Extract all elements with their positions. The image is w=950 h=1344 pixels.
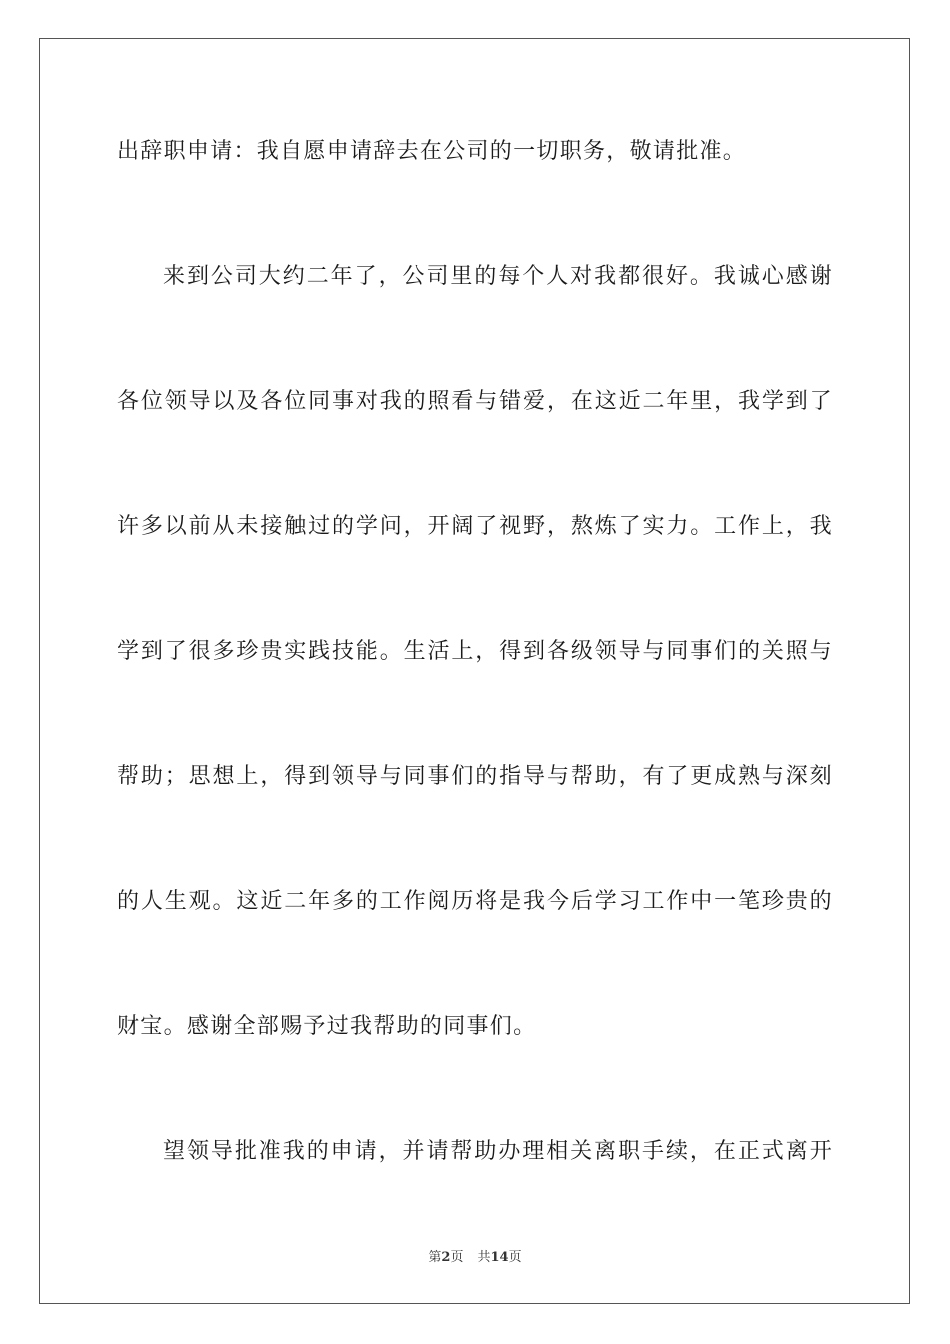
text-line-5: 学到了很多珍贵实践技能。生活上，得到各级领导与同事们的关照与 bbox=[117, 639, 833, 664]
text-line-9: 望领导批准我的申请，并请帮助办理相关离职手续，在正式离开 bbox=[163, 1139, 833, 1164]
footer-page-suffix: 页 bbox=[450, 1250, 464, 1265]
footer-total-pages: 14 bbox=[490, 1250, 509, 1265]
text-line-7: 的人生观。这近二年多的工作阅历将是我今后学习工作中一笔珍贵的 bbox=[117, 889, 833, 914]
footer-page-number: 2 bbox=[441, 1250, 451, 1265]
text-line-4: 许多以前从未接触过的学问，开阔了视野，熬炼了实力。工作上，我 bbox=[117, 514, 833, 539]
footer-page-prefix: 第 bbox=[428, 1250, 442, 1265]
text-line-6: 帮助；思想上，得到领导与同事们的指导与帮助，有了更成熟与深刻 bbox=[117, 764, 833, 789]
page-frame bbox=[39, 38, 910, 1304]
text-line-3: 各位领导以及各位同事对我的照看与错爱，在这近二年里，我学到了 bbox=[117, 389, 833, 414]
footer-total-prefix: 共 bbox=[477, 1250, 491, 1265]
footer-total-suffix: 页 bbox=[508, 1250, 522, 1265]
text-line-8: 财宝。感谢全部赐予过我帮助的同事们。 bbox=[117, 1014, 537, 1039]
text-line-1: 出辞职申请：我自愿申请辞去在公司的一切职务，敬请批准。 bbox=[117, 139, 747, 164]
page-footer bbox=[0, 1246, 950, 1265]
text-line-2: 来到公司大约二年了，公司里的每个人对我都很好。我诚心感谢 bbox=[163, 264, 833, 289]
